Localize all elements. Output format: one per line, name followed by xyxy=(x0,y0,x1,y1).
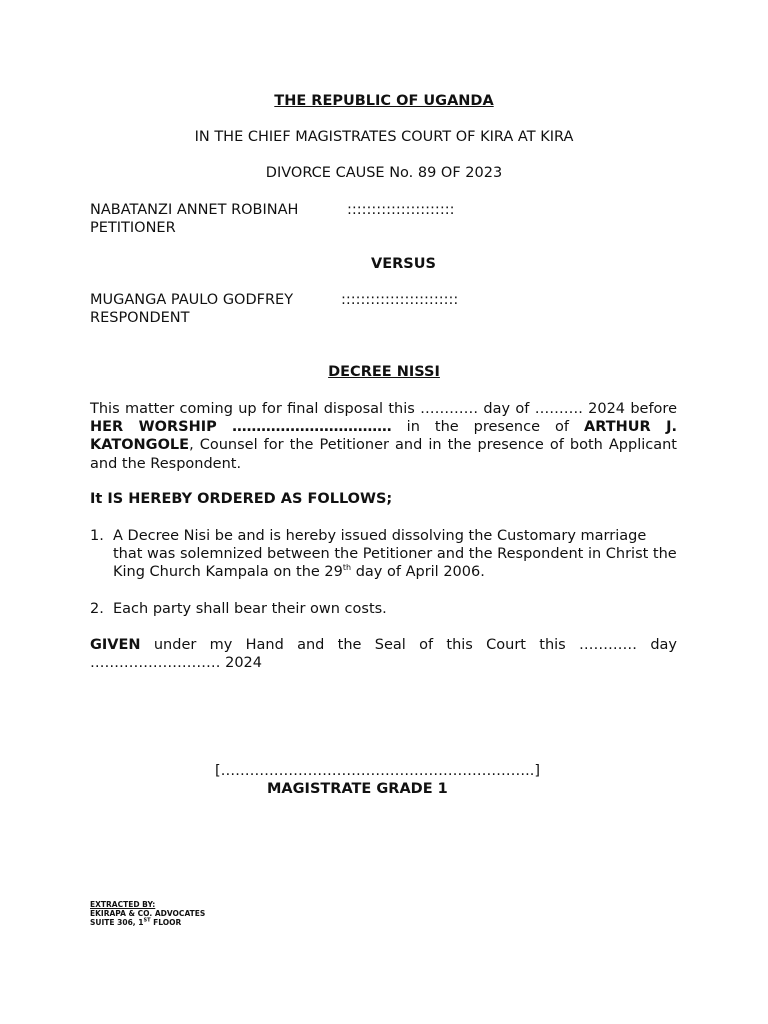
petitioner-name: NABATANZI ANNET ROBINAH xyxy=(90,202,299,218)
order-item-2 xyxy=(90,600,677,618)
order-text-end: day of April 2006. xyxy=(351,564,485,581)
intro-text-2: in the presence of xyxy=(391,419,584,436)
order-text-main: A Decree Nisi be and is hereby issued dissolving the Customary marriage that was solemnized between the Petitioner and the Respondent in Christ the King Church Kampala on the 29 xyxy=(113,528,677,581)
ordered-heading: It IS HEREBY ORDERED AS FOLLOWS; xyxy=(90,491,393,507)
magistrate-title: MAGISTRATE GRADE 1 xyxy=(267,781,448,797)
versus-label: VERSUS xyxy=(371,256,436,272)
decree-title: DECREE NISSI xyxy=(328,364,440,380)
order-text xyxy=(113,527,677,582)
given-label: GIVEN xyxy=(90,637,141,653)
given-paragraph xyxy=(90,636,677,672)
suite-text: SUITE 306, 1 xyxy=(90,918,144,927)
her-worship: HER WORSHIP …………………………… xyxy=(90,419,392,436)
counsel-name: ARTHUR J. KATONGOLE xyxy=(90,419,678,454)
extracted-by-footer xyxy=(90,900,205,927)
floor-text: FLOOR xyxy=(150,918,182,927)
intro-text-1: This matter coming up for final disposal this ………… day of ………. 2024 before xyxy=(90,401,677,417)
respondent-dots: :::::::::::::::::::::::: xyxy=(341,292,459,308)
order-item-1 xyxy=(90,527,677,582)
cause-number: DIVORCE CAUSE No. 89 OF 2023 xyxy=(265,165,503,181)
petitioner-role: PETITIONER xyxy=(90,220,176,236)
ordinal-suffix: th xyxy=(342,563,352,573)
petitioner-dots: :::::::::::::::::::::: xyxy=(347,202,455,218)
firm-address xyxy=(90,918,205,927)
republic-heading: THE REPUBLIC OF UGANDA xyxy=(274,93,494,109)
given-text: under my Hand and the Seal of this Court this ………… day ……………………… 2024 xyxy=(90,637,677,672)
court-heading: IN THE CHIEF MAGISTRATES COURT OF KIRA AT KIRA xyxy=(194,129,574,145)
extracted-by-label: EXTRACTED BY: xyxy=(90,900,156,909)
signature-line: [………………………………………………………..] xyxy=(215,763,541,779)
floor-ordinal: ST xyxy=(143,917,151,924)
firm-name: EKIRAPA & CO. ADVOCATES xyxy=(90,909,206,918)
intro-paragraph xyxy=(90,400,677,473)
respondent-name: MUGANGA PAULO GODFREY xyxy=(90,292,294,308)
respondent-role: RESPONDENT xyxy=(90,310,190,326)
order-number: 2. xyxy=(90,601,104,617)
intro-text-3: , Counsel for the Petitioner and in the presence of both Applicant and the Respondent. xyxy=(90,437,677,472)
order-text: Each party shall bear their own costs. xyxy=(113,601,387,617)
order-number: 1. xyxy=(90,528,104,544)
